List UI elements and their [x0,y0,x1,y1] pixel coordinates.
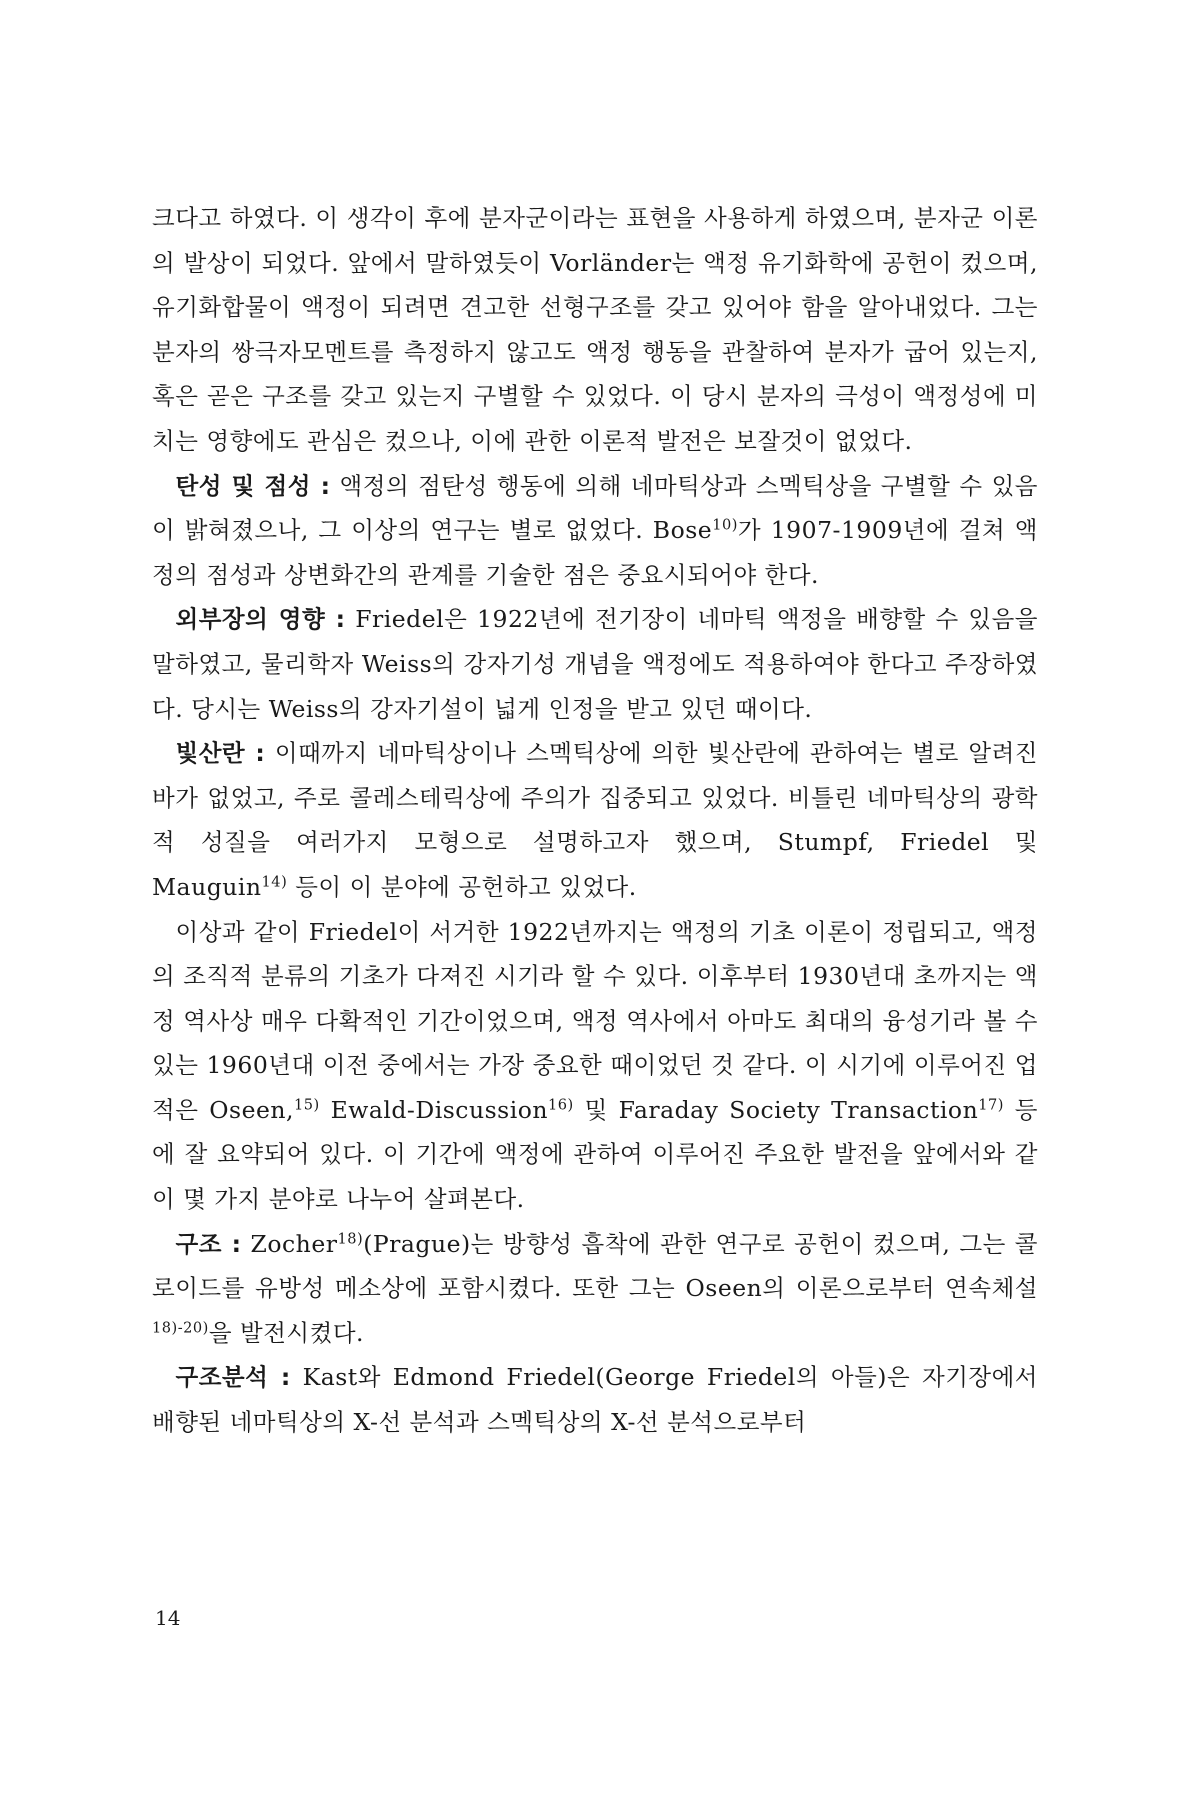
section-heading: 외부장의 영향 : [175,605,346,634]
paragraph-text: 가 1907-1909년에 걸쳐 액정의 점성과 상변화간의 관계를 기술한 점은 중요시되어야 한다. [152,516,1039,589]
paragraph-p6 [152,1222,1038,1356]
paragraph-text: 을 발전시켰다. [208,1318,364,1347]
citation-marker: 15) [294,1096,320,1114]
body-text [152,196,1038,1445]
paragraph-p7 [152,1355,1038,1444]
page-number: 14 [155,1606,181,1630]
section-heading: 탄성 및 점성 : [175,471,331,500]
citation-marker: 17) [978,1096,1004,1114]
paragraph-text: Zocher [241,1229,338,1258]
paragraph-text: Friedel은 1922년에 전기장이 네마틱 액정을 배향할 수 있음을 말하였고, 물리학자 Weiss의 강자기성 개념을 액정에도 적용하여야 한다고 주장하였다. 당시는 Weiss의 강자기설이 넓게 인정을 받고 있던 때이다. [152,605,1039,723]
citation-marker: 18)-20) [152,1319,209,1337]
paragraph-p2 [152,464,1038,598]
section-heading: 구조 : [175,1229,242,1258]
paragraph-p1 [152,196,1038,464]
paragraph-text: 등이 이 분야에 공헌하고 있었다. [287,872,637,901]
paragraph-text: (Prague)는 방향성 흡착에 관한 연구로 공헌이 컸으며, 그는 콜로이드를 유방성 메소상에 포함시켰다. 또한 그는 Oseen의 이론으로부터 연속체설 [152,1229,1038,1303]
paragraph-text: 이상과 같이 Friedel이 서거한 1922년까지는 액정의 기초 이론이 정립되고, 액정의 조직적 분류의 기초가 다져진 시기라 할 수 있다. 이후부터 1930년대 초까지는 액정 역사상 매우 다확적인 기간이었으며, 액정 역사에서 아마도 최대의 융성기라 볼 수 있는 1960년대 이전 중에서는 가장 중요한 때이었던 것 같다. 이 시기에 이루어진 업적은 Oseen, [152,917,1038,1124]
citation-marker: 14) [261,873,288,891]
section-heading: 구조분석 : [175,1363,291,1392]
citation-marker: 16) [548,1096,574,1114]
paragraph-text: Kast와 Edmond Friedel(George Friedel의 아들)은 자기장에서 배향된 네마틱상의 X-선 분석과 스멕틱상의 X-선 분석으로부터 [152,1363,1038,1437]
paragraph-p3 [152,597,1038,731]
citation-marker: 10) [712,516,738,534]
paragraph-p4 [152,731,1038,909]
paragraph-text: 이때까지 네마틱상이나 스멕틱상에 의한 빛산란에 관하여는 별로 알려진 바가 없었고, 주로 콜레스테릭상에 주의가 집중되고 있었다. 비틀린 네마틱상의 광학적 성질을 여러가지 모형으로 설명하고자 했으며, Stumpf, Friedel 및 Mauguin [152,739,1038,901]
paragraph-text: Ewald-Discussion [319,1095,548,1124]
paragraph-p5 [152,910,1038,1222]
paragraph-text: 등에 잘 요약되어 있다. 이 기간에 액정에 관하여 이루어진 주요한 발전을 앞에서와 같이 몇 가지 분야로 나누어 살펴본다. [152,1095,1038,1214]
paragraph-text: 및 Faraday Society Transaction [573,1095,979,1124]
paragraph-text: 크다고 하였다. 이 생각이 후에 분자군이라는 표현을 사용하게 하였으며, 분자군 이론의 발상이 되었다. 앞에서 말하였듯이 Vorländer는 액정 유기화학에 공헌이 컸으며, 유기화합물이 액정이 되려면 견고한 선형구조를 갖고 있어야 함을 알아내었다. 그는 분자의 쌍극자모멘트를 측정하지 않고도 액정 행동을 관찰하여 분자가 굽어 있는지, 혹은 곧은 구조를 갖고 있는지 구별할 수 있었다. 이 당시 분자의 극성이 액정성에 미치는 영향에도 관심은 컸으나, 이에 관한 이론적 발전은 보잘것이 없었다. [152,204,1038,455]
citation-marker: 18) [337,1229,364,1247]
section-heading: 빛산란 : [175,739,266,768]
paragraph-text: 액정의 점탄성 행동에 의해 네마틱상과 스멕틱상을 구별할 수 있음이 밝혀졌으나, 그 이상의 연구는 별로 없었다. Bose [152,471,1038,545]
